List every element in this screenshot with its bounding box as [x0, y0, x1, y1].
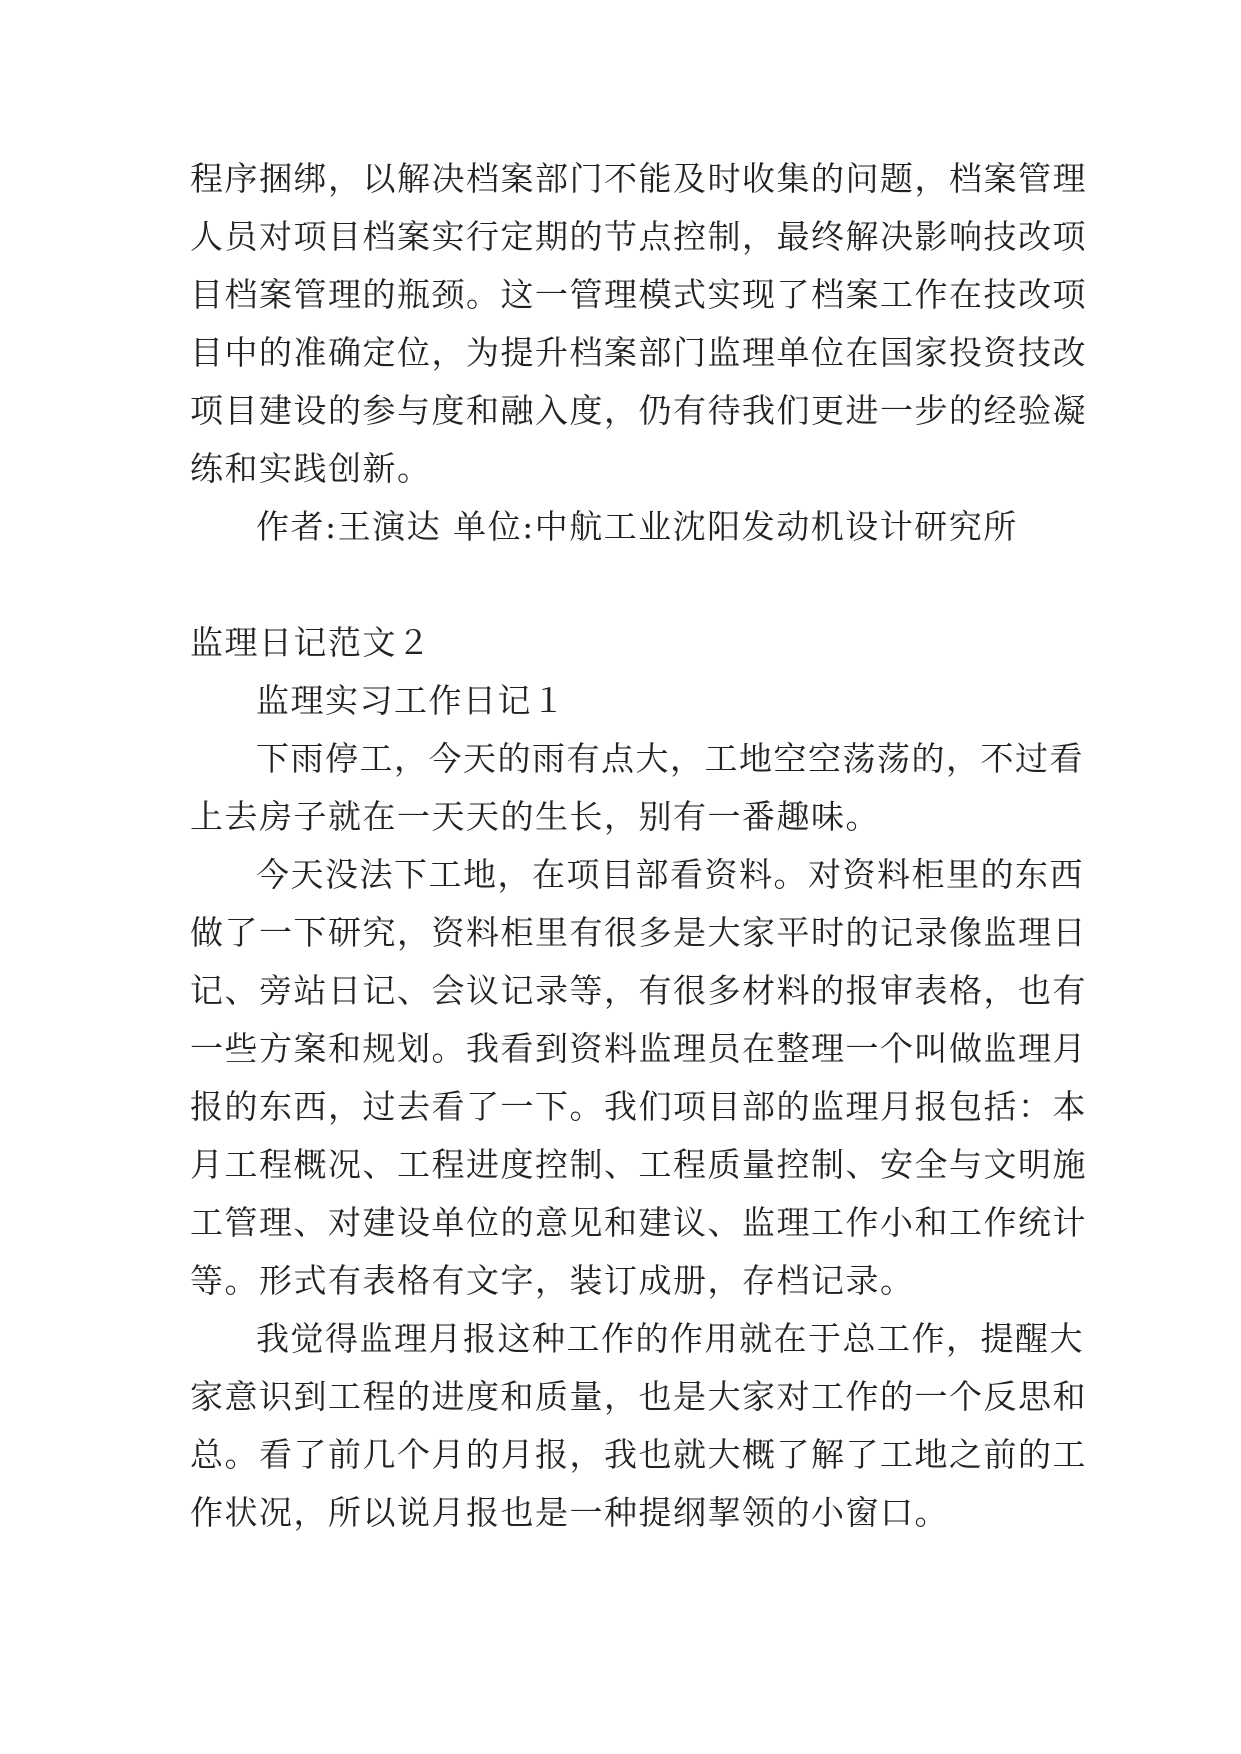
- diary-title: 监理实习工作日记１: [256, 681, 567, 720]
- text-line: 目中的准确定位，为提升档案部门监理单位在国家投资技改: [190, 333, 1087, 372]
- text-line: 记、旁站日记、会议记录等，有很多材料的报审表格，也有: [190, 971, 1087, 1010]
- text-line: 人员对项目档案实行定期的节点控制，最终解决影响技改项: [190, 217, 1087, 256]
- text-line: 一些方案和规划。我看到资料监理员在整理一个叫做监理月: [190, 1029, 1087, 1068]
- text-line: 我觉得监理月报这种工作的作用就在于总工作，提醒大: [256, 1319, 1084, 1358]
- text-line: 程序捆绑，以解决档案部门不能及时收集的问题，档案管理: [190, 159, 1087, 198]
- paragraph-3: [190, 1310, 1087, 1542]
- text-line: 作状况，所以说月报也是一种提纲挈领的小窗口。: [190, 1493, 949, 1532]
- text-line: 做了一下研究，资料柜里有很多是大家平时的记录像监理日: [190, 913, 1087, 952]
- text-line: 报的东西，过去看了一下。我们项目部的监理月报包括：本: [190, 1087, 1087, 1126]
- text-line: 项目建设的参与度和融入度，仍有待我们更进一步的经验凝: [190, 391, 1087, 430]
- author-line: 作者:王演达 单位:中航工业沈阳发动机设计研究所: [256, 507, 1018, 546]
- paragraph-2: [190, 846, 1087, 1310]
- paragraph-1: [190, 730, 1084, 846]
- text-line: 总。看了前几个月的月报，我也就大概了解了工地之前的工: [190, 1435, 1087, 1474]
- text-line: 目档案管理的瓶颈。这一管理模式实现了档案工作在技改项: [190, 275, 1087, 314]
- text-line: 等。形式有表格有文字，装订成册，存档记录。: [190, 1261, 915, 1300]
- text-line: 下雨停工，今天的雨有点大，工地空空荡荡的，不过看: [256, 739, 1084, 778]
- text-line: 月工程概况、工程进度控制、工程质量控制、安全与文明施: [190, 1145, 1087, 1184]
- text-line: 上去房子就在一天天的生长，别有一番趣味。: [190, 797, 880, 836]
- document-page: [190, 150, 1087, 1542]
- text-line: 练和实践创新。: [190, 449, 432, 488]
- blank-line: [190, 556, 1052, 614]
- paragraph-intro-continued: [190, 150, 1087, 498]
- section-title: 监理日记范文２: [190, 623, 432, 662]
- text-line: 工管理、对建设单位的意见和建议、监理工作小和工作统计: [190, 1203, 1087, 1242]
- text-line: 今天没法下工地，在项目部看资料。对资料柜里的东西: [256, 855, 1084, 894]
- text-line: 家意识到工程的进度和质量，也是大家对工作的一个反思和: [190, 1377, 1087, 1416]
